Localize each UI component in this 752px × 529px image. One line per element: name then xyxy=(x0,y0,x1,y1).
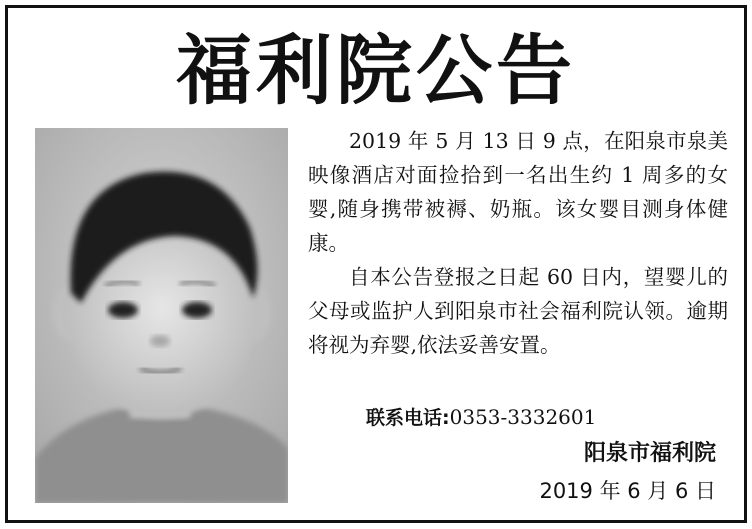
notice-paragraph-2: 自本公告登报之日起 60 日内，望婴儿的父母或监护人到阳泉市社会福利院认领。逾期将视为弃婴,依法妥善安置。 xyxy=(308,265,728,357)
notice-date: 2019 年 6 月 6 日 xyxy=(539,479,716,503)
notice-paragraph-1: 2019 年 5 月 13 日 9 点，在阳泉市泉美映像酒店对面捡拾到一名出生约 1 周多的女婴,随身携带被褥、奶瓶。该女婴目测身体健康。 xyxy=(308,129,728,255)
notice-frame xyxy=(5,5,747,523)
contact-phone: 0353-3332601 xyxy=(449,405,597,429)
infant-photo-image xyxy=(35,128,288,503)
contact-label: 联系电话 xyxy=(366,407,443,429)
notice-body xyxy=(308,124,728,362)
infant-photo xyxy=(35,128,288,503)
organization-name: 阳泉市福利院 xyxy=(583,441,716,466)
notice-title: 福利院公告 xyxy=(176,26,576,115)
contact-colon: : xyxy=(442,407,450,429)
contact-line xyxy=(366,400,596,435)
